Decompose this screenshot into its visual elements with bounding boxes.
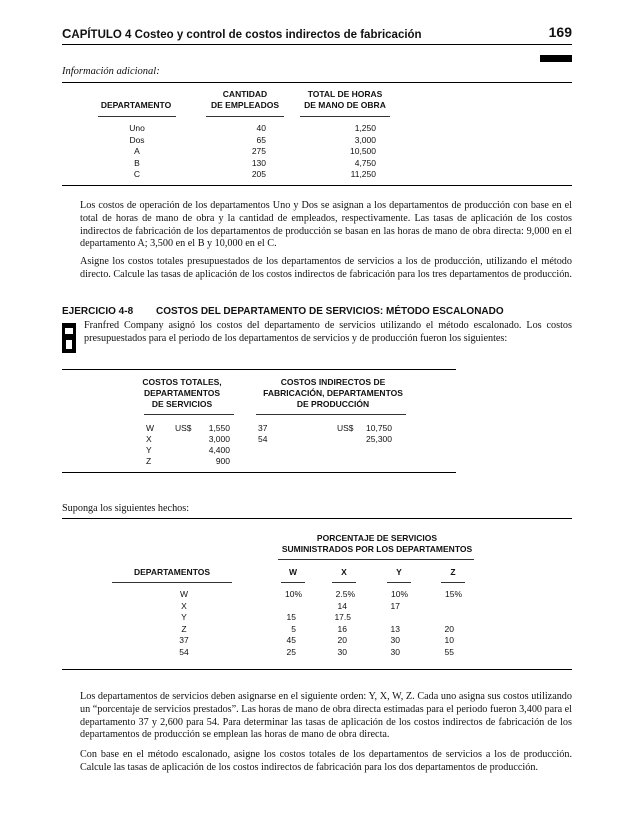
col-header-overhead: DE PRODUCCIÓN [296,399,370,409]
cell-w: 10% [284,589,302,599]
cell-y: 10% [390,589,408,599]
group-header: PORCENTAJE DE SERVICIOS [316,533,438,543]
col-header-quantity: CANTIDAD [222,89,268,99]
cell-employees: 65 [256,134,266,145]
col-header-total-costs: DE SERVICIOS [151,399,213,409]
col-header-total-costs: DEPARTAMENTOS [143,388,221,398]
cell-w: 5 [291,623,296,634]
cell-employees: 130 [251,157,266,168]
floppy-disk-icon [62,323,76,353]
cell-currency: US$ [175,423,192,433]
cell-department: A [134,146,140,156]
header-rule [62,44,572,45]
cell-amount: 1,550 [208,423,230,433]
col-header-total-costs: COSTOS TOTALES, [142,377,222,387]
cell-w: 45 [286,635,296,645]
cell-amount: 25,300 [366,434,392,444]
cell-employees: 275 [251,146,266,156]
cell-y: 17 [390,600,400,611]
header-underline [206,116,284,117]
header-underline [281,582,305,583]
table-top-rule [62,82,572,83]
col-header-z: Z [450,567,456,577]
cell-hours: 10,500 [350,146,376,156]
chapter-name: Costeo y control de costos indirectos de fabricación [134,29,422,41]
cell-department: 54 [258,434,268,444]
paragraph-allocation-order: Los departamentos de servicios deben asignarse en el siguiente orden: Y, X, W, Z. Cada uno asigna sus costos utilizando un “porcentaje de servicios prestados”. Las horas de mano de obra directa estimadas para el periodo fueron 3,400 para el departamento 37 y 2,600 para 54. Para determinar las tasas de aplicación de los costos indirectos de fabricación de los departamentos de producción se emplean las horas de mano de obra directa. [80,691,572,741]
header-underline [387,582,411,583]
cell-z: 15% [444,589,462,599]
cell-employees: 40 [256,123,266,133]
chapter-title [62,26,422,41]
col-header-departments: DEPARTAMENTOS [133,567,211,577]
cell-amount: 4,400 [208,445,230,455]
cell-hours: 4,750 [354,157,376,168]
table-top-rule [62,518,572,519]
cell-hours: 1,250 [354,123,376,133]
col-header-overhead: COSTOS INDIRECTOS DE [280,377,386,387]
cell-department: W [146,423,155,433]
cell-department: Z [146,456,152,466]
exercise-intro: Franfred Company asignó los costos del departamento de servicios utilizando el método escalonado. Los costos presupuestados para el periodo de los departamentos de servicios y de producción fueron los siguientes: [84,320,572,344]
header-underline [98,116,176,117]
cell-currency: US$ [337,423,354,433]
cell-y: 30 [390,646,400,657]
group-header: SUMINISTRADOS POR LOS DEPARTAMENTOS [281,544,473,554]
header-underline [441,582,465,583]
paragraph-instructions: Asigne los costos totales presupuestados de los departamentos de servicios a los de producción, utilizando el método directo. Calcule las tasas de aplicación de los costos indirectos de fabricación para los tres departamentos de producción. [80,256,572,280]
cell-amount: 900 [215,456,230,466]
info-heading: Información adicional: [62,66,160,77]
header-tab-marker [540,55,572,62]
header-underline [332,582,356,583]
header-underline [300,116,390,117]
cell-w: 25 [286,646,296,657]
cell-department: C [133,169,141,179]
page-number: 169 [548,24,572,40]
cell-department: 37 [179,635,189,645]
cell-x: 14 [337,600,347,611]
cell-hours: 3,000 [354,134,376,145]
col-header-labor: DE MANO DE OBRA [304,100,386,110]
col-header-employees: DE EMPLEADOS [210,100,279,110]
table-top-rule [62,369,456,370]
suppose-line: Suponga los siguientes hechos: [62,503,190,514]
group-underline [278,559,474,560]
exercise-number: EJERCICIO 4-8 [62,306,134,317]
cell-x: 2.5% [335,589,355,599]
exercise-heading [62,306,504,317]
cell-department: X [181,600,187,611]
col-header-overhead: FABRICACIÓN, DEPARTAMENTOS [263,388,403,398]
header-underline [144,414,234,415]
cell-department: Z [181,623,187,634]
cell-y: 30 [390,635,400,645]
cell-y: 13 [390,623,400,634]
paragraph-operating-costs: Los costos de operación de los departamentos Uno y Dos se asignan a los departamentos de producción con base en el total de horas de mano de obra y la cantidad de empleados, respectivamente. Las tasas de aplicación de los costos indirectos de fabricación de los departamentos de producción se basan en las horas de mano de obra directa: 9,000 en el departamento A; 3,500 en el B y 10,000 en el C. [80,200,572,250]
cell-x: 30 [337,646,347,657]
exercise-title: COSTOS DEL DEPARTAMENTO DE SERVICIOS: MÉTODO ESCALONADO [156,306,504,317]
cell-department: 37 [258,423,268,433]
cell-employees: 205 [251,169,266,179]
cell-amount: 3,000 [208,434,230,444]
table-bottom-rule [62,472,456,473]
col-header-x: X [341,567,347,577]
cell-amount: 10,750 [366,423,392,433]
cell-department: Dos [129,134,145,145]
col-header-w: W [288,567,298,577]
cell-department: 54 [179,646,189,657]
chapter-prefix: C [62,26,72,41]
col-header-y: Y [396,567,402,577]
cell-department: Y [146,445,152,455]
cell-x: 16 [337,623,347,634]
cell-z: 10 [444,635,454,645]
chapter-number: APÍTULO 4 [71,29,132,41]
cell-department: W [179,589,189,599]
cell-department: X [146,434,152,444]
cell-department: Y [181,612,187,622]
header-underline [112,582,232,583]
table-bottom-rule [62,669,572,670]
cell-x: 20 [337,635,347,645]
cell-z: 55 [444,646,454,657]
cell-hours: 11,250 [350,169,376,179]
col-header-department: DEPARTAMENTO [100,100,172,110]
paragraph-step-method: Con base en el método escalonado, asigne los costos totales de los departamentos de servicios a los de producción. Calcule las tasas de aplicación de los costos indirectos de fabricación para los dos departamentos de producción. [80,749,572,773]
running-header [62,24,572,46]
table-bottom-rule [62,185,572,186]
cell-w: 15 [286,612,296,622]
header-underline [256,414,406,415]
cell-department: Uno [129,123,145,133]
cell-department: B [134,157,140,168]
cell-x: 17.5 [334,612,351,622]
cell-z: 20 [444,623,454,634]
col-header-total-hours: TOTAL DE HORAS [307,89,383,99]
